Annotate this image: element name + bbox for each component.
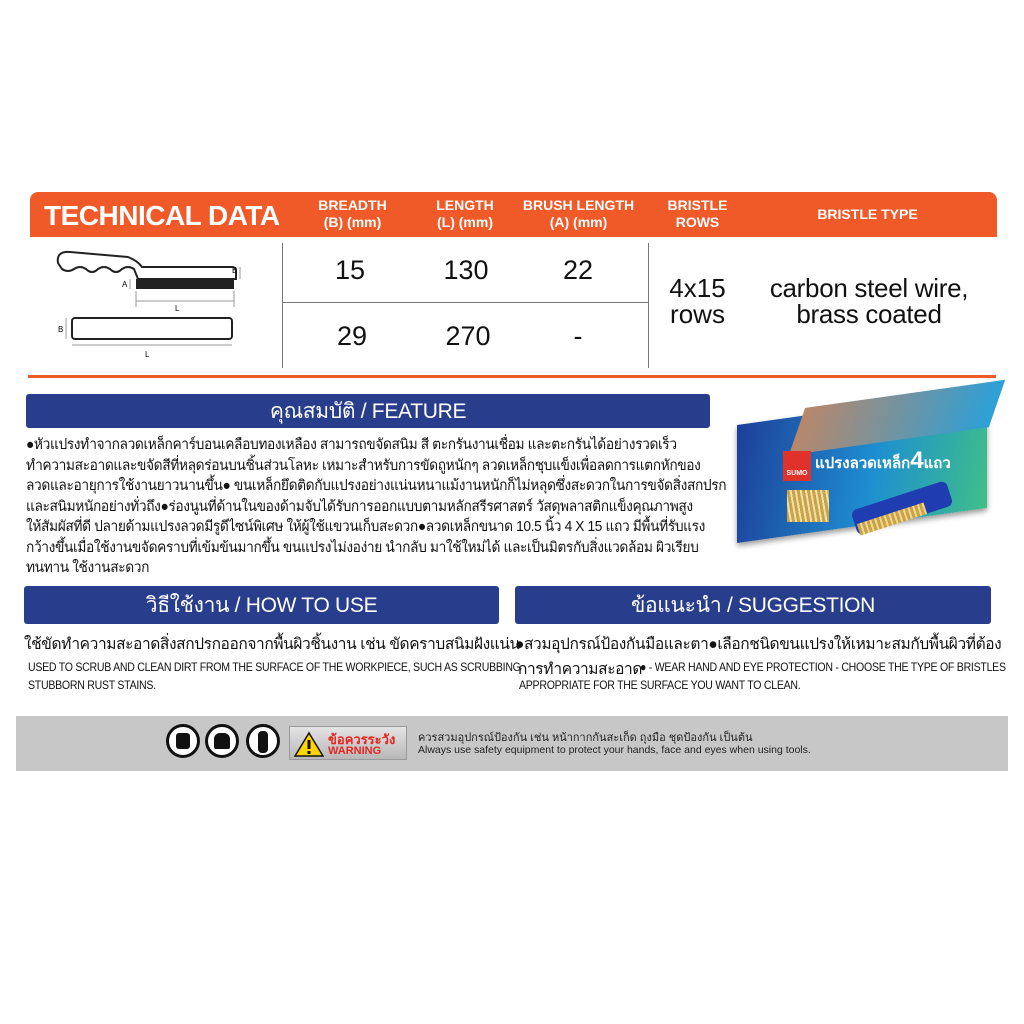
product-box-image: SUMO แปรงลวดเหล็ก4แถว [737, 395, 1000, 545]
row2-brush-length: - [573, 321, 583, 351]
technical-data-title: TECHNICAL DATA [44, 200, 280, 231]
label-l: L [175, 304, 180, 313]
warning-label [289, 726, 407, 760]
label-b: B [232, 266, 238, 275]
table-divider [282, 302, 648, 303]
technical-data-header [30, 192, 997, 237]
how-to-use-en-line1: USED TO SCRUB AND CLEAN DIRT FROM THE SURFACE OF THE WORKPIECE, SUCH AS SCRUBBING [28, 660, 521, 674]
gloves-icon [205, 724, 239, 758]
label-b: B [58, 325, 64, 334]
col-bristle-type: BRISTLE TYPE [817, 206, 918, 222]
suggestion-title-bar: ข้อแนะนำ / SUGGESTION [515, 586, 991, 624]
row2-length: 270 [445, 321, 491, 351]
protective-suit-icon [246, 724, 280, 758]
feature-text: ●หัวแปรงทำจากลวดเหล็กคาร์บอนเคลือบทองเหลือง สามารถขจัดสนิม สี ตะกรันงานเชื่อม และตะกรันได้อย่างรวดเร็ว ทำความสะอาดและขจัดสีที่หลุดร่อนบนชิ้นส่วนโลหะ เหมาะสำหรับการขัดถูหนักๆ ลวดเหล็กชุบแข็งเพื่อลดการแตกหักของ ลวดและอายุการใช้งานยาวนานขึ้น● ขนเหล็กยึดติดกับแปรงอย่างแน่นหนาแม้งานหนักก็ไม่หลุดซึ่งสะดวกในการขจัดสิ่งสกปรก และสนิมหนักอย่างทั่วถึง●ร่องนูนที่ด้านในของด้ามจับได้รับการออกแบบตามหลักสรีรศาสตร์ วัสดุพลาสติกแข็งคุณภาพสูง ให้สัมผัสที่ดี ปลายด้ามแปรงลวดมีรูดีไซน์พิเศษ ให้ผู้ใช้แขวนเก็บสะดวก●ลวดเหล็กขนาด 10.5 นิ้ว 4 X 15 แถว มีพื้นที่รับแรง กว้างขึ้นเมื่อใช้งานขจัดคราบที่เข้มข้นมากขึ้น ขนแปรงไม่งอง่าย นำกลับ มาใช้ใหม่ได้ และเป็นมิตรกับสิ่งแวดล้อม ผิวเรียบ ทนทาน ใช้งานสะดวก [26, 437, 727, 576]
brand-name: SUMO [786, 470, 808, 477]
how-to-use-en-line2: STUBBORN RUST STAINS. [28, 678, 156, 692]
table-divider [282, 243, 283, 368]
row1-brush-length: 22 [562, 255, 594, 285]
suggestion-thai-line1: ●สวมอุปกรณ์ป้องกันมือและตา●เลือกชนิดขนแปรงให้เหมาะสมกับพื้นผิวที่ต้อง [515, 636, 1002, 653]
col-breadth: BREADTH (B) (mm) [318, 197, 387, 230]
how-to-use-title-bar: วิธีใช้งาน / HOW TO USE [24, 586, 499, 624]
row2-breadth: 29 [336, 321, 368, 351]
brand-logo [783, 451, 811, 481]
col-brush-length: BRUSH LENGTH (A) (mm) [522, 197, 635, 230]
row1-length: 130 [443, 255, 489, 285]
suggestion-en-line2: APPROPRIATE FOR THE SURFACE YOU WANT TO CLEAN. [519, 678, 801, 692]
warning-text-en: Always use safety equipment to protect your hands, face and eyes when using tools. [418, 744, 811, 756]
face-shield-icon [166, 724, 200, 758]
orange-divider [28, 375, 996, 378]
suggestion-en-line1: ● - WEAR HAND AND EYE PROTECTION - CHOOSE THE TYPE OF BRISTLES [640, 660, 1006, 674]
bristle-type-value: carbon steel wire, brass coated [769, 273, 969, 329]
col-length: LENGTH (L) (mm) [436, 197, 494, 230]
row1-breadth: 15 [334, 255, 366, 285]
suggestion-thai-line2: การทำความสะอาด [518, 661, 642, 678]
label-a: A [122, 280, 128, 289]
warning-triangle-icon [294, 731, 324, 757]
brush-dimension-diagram [50, 245, 250, 370]
table-divider [648, 243, 649, 368]
col-bristle-rows: BRISTLE ROWS [667, 197, 728, 230]
feature-title-bar: คุณสมบัติ / FEATURE [26, 394, 710, 428]
warning-label-thai: ข้อควรระวัง [328, 732, 396, 747]
how-to-use-thai: ใช้ขัดทำความสะอาดสิ่งสกปรกออกจากพื้นผิวชิ้นงาน เช่น ขัดคราบสนิมฝังแน่น [24, 636, 520, 653]
bristle-rows-value: 4x15 rows [669, 273, 726, 329]
warning-text-thai: ควรสวมอุปกรณ์ป้องกัน เช่น หน้ากากกันสะเก็ด ถุงมือ ชุดป้องกัน เป็นต้น [418, 732, 753, 744]
label-l: L [145, 350, 150, 359]
warning-label-en: WARNING [328, 745, 382, 757]
